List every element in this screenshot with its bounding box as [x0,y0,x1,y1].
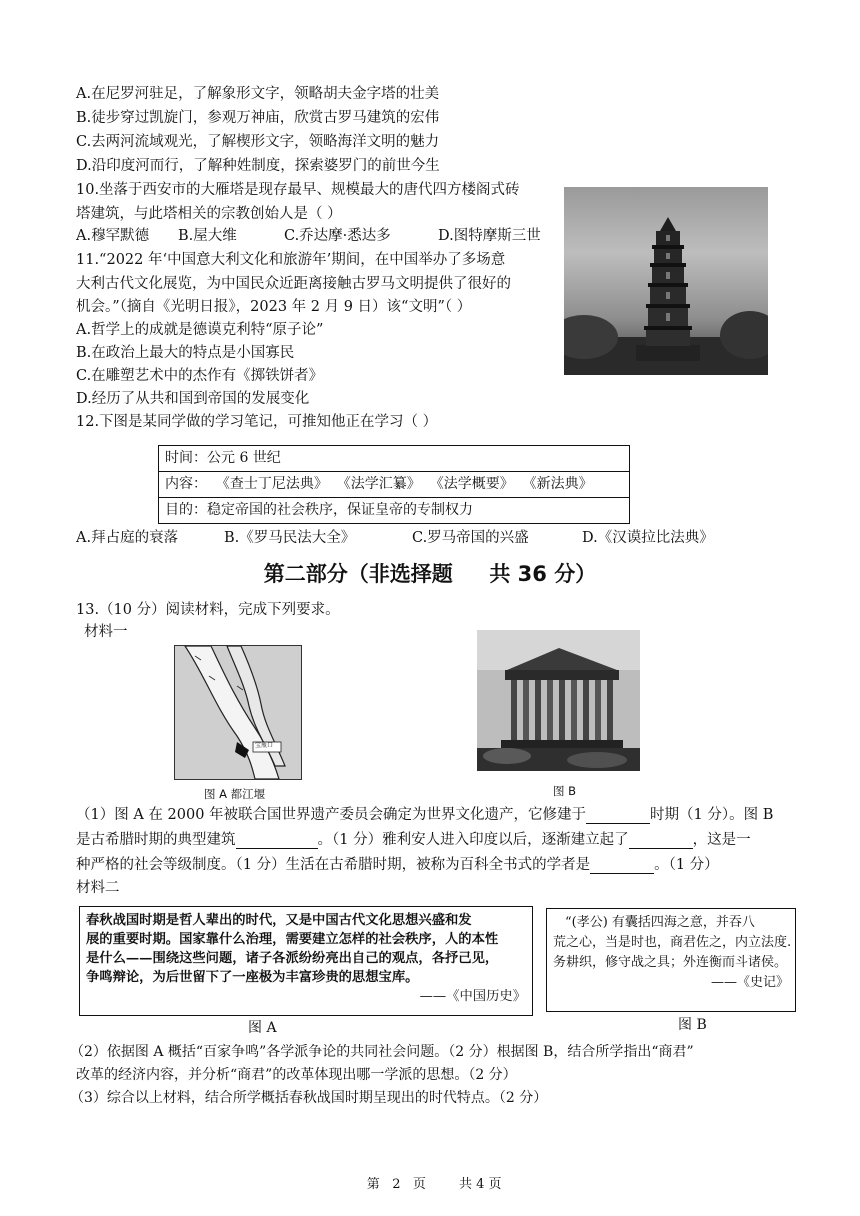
q13-sub3: （3）综合以上材料，结合所学概括春秋战国时期呈现出的时代特点。（2 分） [70,1090,548,1106]
q11-stem-line3: 机会。”（摘自《光明日报》，2023 年 2 月 9 日）该“文明”（ ） [76,299,472,315]
q10-option-c: C.乔达摩·悉达多 [284,228,391,244]
box-b-line: “(孝公) 有囊括四海之意，并吞八 [565,915,755,930]
box-a-line: 展的重要时期。国家靠什么治理，需要建立怎样的社会秩序，人的本性 [86,932,499,947]
material-two-label: 材料二 [76,880,120,896]
note-content-row: 内容： 《查士丁尼法典》 《法学汇纂》 《法学概要》 《新法典》 [159,472,630,498]
material-box-a [79,906,533,1016]
q12-option-c: C.罗马帝国的兴盛 [412,530,529,546]
river-map-illustration [175,646,301,779]
q9-option-b: B.徒步穿过凯旋门，参观万神庙，欣赏古罗马建筑的宏伟 [76,110,440,126]
q9-option-c: C.去两河流域观光，了解楔形文字，领略海洋文明的魅力 [76,134,440,150]
note-purpose-row: 目的：稳定帝国的社会秩序，保证皇帝的专制权力 [159,498,630,524]
q10-option-d: D.图特摩斯三世 [438,228,541,244]
q11-option-a: A.哲学上的成就是德谟克利特“原子论” [76,322,324,338]
q9-option-a: A.在尼罗河驻足，了解象形文字，领略胡夫金字塔的壮美 [76,86,440,102]
q13-sub1-line3 [76,857,719,874]
material-one-label: 材料一 [84,624,128,640]
figure-a-label: 图 A [248,1020,277,1036]
q10-option-a: A.穆罕默德 [76,228,150,244]
greek-temple-illustration [477,630,640,771]
footer-total-pages: 共 4 页 [458,1176,502,1192]
q13-sub1-text-a: （1）图 A 在 2000 年被联合国世界遗产委员会确定为世界文化遗产，它修建于 [76,807,587,823]
q11-option-b: B.在政治上最大的特点是小国寡民 [76,345,295,361]
pagoda-illustration [564,187,768,375]
q10-option-b: B.屋大维 [178,228,237,244]
q13-sub2-line2: 改革的经济内容，并分析“商君”的改革体现出哪一学派的思想。（2 分） [76,1067,517,1083]
q12-stem: 12.下图是某同学做的学习笔记，可推知他正在学习（ ） [76,414,438,430]
study-note-table [158,445,630,524]
caption-figure-a: 图 A 都江堰 [204,787,266,801]
box-a-line: 春秋战国时期是哲人辈出的时代，又是中国古代文化思想兴盛和发 [86,913,472,928]
box-a-line: 是什么——围绕这些问题，诸子各派纷纷亮出自己的观点，各抒己见， [86,951,499,966]
q13-sub1-text-d: 。（1 分）雅利安人进入印度以后，逐渐建立起了 [317,832,629,848]
answer-blank-period[interactable] [586,809,650,824]
part2-title: 第二部分（非选择题 共 36 分） [263,562,597,586]
box-b-source: ——《史记》 [710,975,789,990]
map-label-baopingkou: 宝瓶口 [255,742,274,749]
answer-blank-scholar[interactable] [590,859,654,874]
box-a-source: ——《中国历史》 [419,989,526,1004]
q9-option-d: D.沿印度河而行，了解种姓制度，探索婆罗门的前世今生 [76,158,440,174]
page-footer [0,1163,860,1193]
q11-option-c: C.在雕塑艺术中的杰作有《掷铁饼者》 [76,368,324,384]
q13-sub1-text-e: ，这是一 [692,832,751,848]
dujiangyan-map [174,645,302,780]
q13-sub2-line1: （2）依据图 A 概括“百家争鸣”各学派争论的共同社会问题。（2 分）根据图 B，结合所学指出“商君” [70,1044,694,1060]
q13-sub1-text-g: 。（1 分） [654,857,719,873]
q10-stem-line2: 塔建筑，与此塔相关的宗教创始人是（ ） [76,206,342,222]
q12-option-b: B.《罗马民法大全》 [224,530,356,546]
q11-option-d: D.经历了从共和国到帝国的发展变化 [76,391,310,407]
box-b-line: 务耕织，修守战之具；外连衡而斗诸侯。 [553,955,788,970]
q11-stem-line1: 11.“2022 年‘中国意大利文化和旅游年’期间，在中国举办了多场意 [76,252,506,268]
q13-sub1-text-b: 时期（1 分）。图 B [650,807,774,823]
footer-page-suffix: 页 [412,1176,426,1192]
q12-option-d: D.《汉谟拉比法典》 [582,530,714,546]
box-b-line: 荒之心，当是时也，商君佐之，内立法度. [553,935,792,950]
answer-blank-building[interactable] [236,834,318,849]
material-box-b [546,908,796,1012]
note-time-row: 时间：公元 6 世纪 [159,446,630,472]
q13-intro: 13.（10 分）阅读材料，完成下列要求。 [76,602,340,618]
figure-b-label: 图 B [678,1017,707,1033]
q12-option-a: A.拜占庭的衰落 [76,530,179,546]
parthenon-photo [477,630,640,771]
q13-sub1-line1 [76,807,773,824]
big-wild-goose-pagoda-photo [564,187,768,375]
footer-page-prefix: 第 [366,1176,380,1192]
answer-blank-system[interactable] [629,834,693,849]
q10-stem-line1: 10.坐落于西安市的大雁塔是现存最早、规模最大的唐代四方楼阁式砖 [76,182,520,198]
footer-page-number: 2 [392,1176,401,1192]
caption-figure-b: 图 B [553,784,577,798]
q13-sub1-text-f: 种严格的社会等级制度。（1 分）生活在古希腊时期，被称为百科全书式的学者是 [76,857,591,873]
q13-sub1-line2 [76,832,751,849]
q13-sub1-text-c: 是古希腊时期的典型建筑 [76,832,236,848]
q11-stem-line2: 大利古代文化展览，为中国民众近距离接触古罗马文明提供了很好的 [76,276,511,292]
box-a-line: 争鸣辩论，为后世留下了一座极为丰富珍贵的思想宝库。 [86,970,419,985]
